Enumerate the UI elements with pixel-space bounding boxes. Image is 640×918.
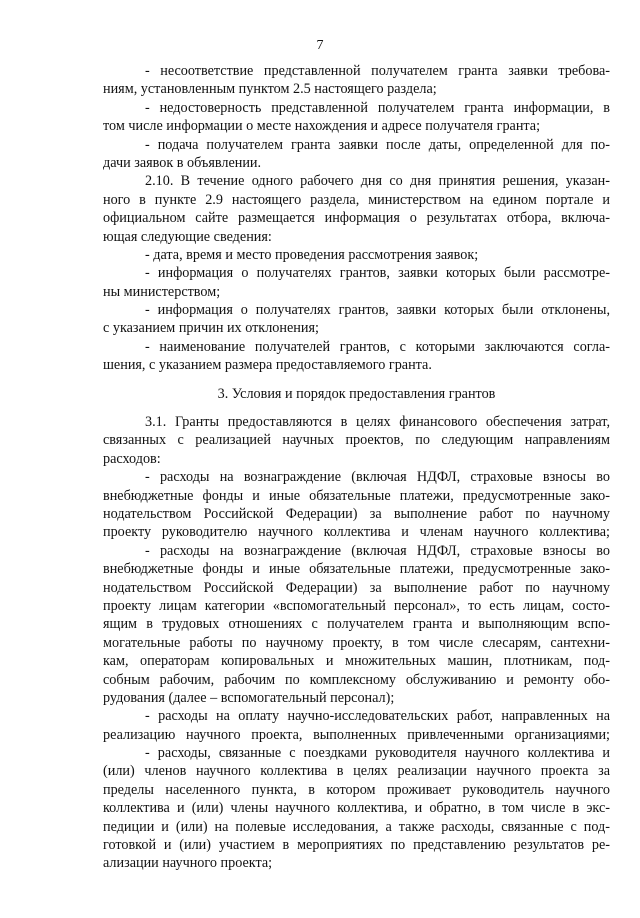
text-line: внебюджетные фонды и иные обязательные платежи, предусмотренные зако-: [103, 561, 610, 578]
text-line: ющая следующие сведения:: [103, 228, 272, 245]
text-line: ниям, установленным пунктом 2.5 настоящего раздела;: [103, 81, 437, 98]
text-line: - наименование получателей грантов, с которыми заключаются согла-: [145, 338, 610, 355]
text-line: проекту лицам категории «вспомогательный персонал», то есть лицам, состо-: [103, 597, 610, 614]
text-line: нодательством Российской Федерации) за выполнение работ по научному: [103, 506, 610, 522]
text-line: коллектива и (или) члены научного коллектива, и обратно, в том числе в экс-: [103, 800, 610, 817]
text-line: внебюджетные фонды и иные обязательные платежи, предусмотренные зако-: [103, 487, 610, 504]
text-line: расходов:: [103, 450, 161, 467]
section-heading: 3. Условия и порядок предоставления грантов: [217, 385, 496, 402]
section-2-tail: [103, 62, 610, 375]
text-line: 2.10. В течение одного рабочего дня со дня принятия решения, указан-: [145, 173, 610, 190]
text-line: - несоответствие представленной получателем гранта заявки требова-: [145, 63, 610, 79]
text-line: - расходы на оплату научно-исследовательских работ, направленных на: [145, 708, 610, 725]
document-body: [103, 62, 610, 873]
text-line: связанных с реализацией научных проектов, по следующим направлениям: [103, 432, 610, 449]
text-line: могательные работы по научному проекту, в том числе слесарям, сантехни-: [103, 634, 610, 651]
text-line: том числе информации о месте нахождения и адресе получателя гранта;: [103, 118, 541, 135]
text-line: - расходы на вознаграждение (включая НДФЛ, страховые взносы во: [145, 542, 610, 559]
text-line: рудования (далее – вспомогательный персонал);: [103, 689, 395, 706]
text-line: - дата, время и место проведения рассмотрения заявок;: [145, 246, 479, 263]
text-line: ны министерством;: [103, 283, 221, 300]
text-line: - информация о получателях грантов, заявки которых были отклонены,: [145, 302, 610, 319]
page-number: 7: [316, 38, 324, 53]
text-line: шения, с указанием размера предоставляемого гранта.: [103, 357, 432, 374]
text-line: педиции и (или) на полевые исследования, а также расходы, связанные с под-: [103, 818, 610, 835]
text-line: ализации научного проекта;: [103, 855, 273, 872]
text-line: - подача получателем гранта заявки после даты, определенной для по-: [145, 136, 610, 153]
text-line: официальном сайте размещается информация о результатах отбора, включа-: [103, 210, 610, 227]
text-line: ящим в трудовых отношениях с получателем гранта и выполняющим вспо-: [103, 616, 610, 633]
text-line: - информация о получателях грантов, заявки которых были рассмотре-: [145, 265, 610, 282]
text-line: 3.1. Гранты предоставляются в целях финансового обеспечения затрат,: [145, 414, 610, 431]
text-line: (или) членов научного коллектива в целях реализации научного проекта за: [103, 763, 610, 780]
text-line: - недостоверность представленной получателем гранта информации, в: [145, 99, 610, 116]
text-line: - расходы, связанные с поездками руководителя научного коллектива и: [145, 745, 610, 762]
text-line: - расходы на вознаграждение (включая НДФЛ, страховые взносы во: [145, 469, 610, 486]
text-line: проекту руководителю научного коллектива и членам научного коллектива;: [103, 524, 610, 541]
text-line: нодательством Российской Федерации) за выполнение работ по научному: [103, 579, 610, 596]
section-3-body: [103, 413, 610, 873]
text-line: пределы населенного пункта, в котором проживает руководитель научного: [103, 781, 610, 798]
text-line: с указанием причин их отклонения;: [103, 320, 319, 337]
text-line: реализацию научного проекта, выполненных привлеченными организациями;: [103, 726, 610, 743]
text-line: собным рабочим, рабочим по комплексному обслуживанию и ремонту обо-: [103, 671, 610, 688]
text-line: кам, операторам копировальных и множительных машин, плотникам, под-: [103, 653, 610, 670]
text-line: готовкой и (или) участием в мероприятиях по представлению результатов ре-: [103, 837, 610, 854]
text-line: ного в пункте 2.9 настоящего раздела, министерством на едином портале и: [103, 191, 610, 208]
text-line: дачи заявок в объявлении.: [103, 154, 262, 171]
